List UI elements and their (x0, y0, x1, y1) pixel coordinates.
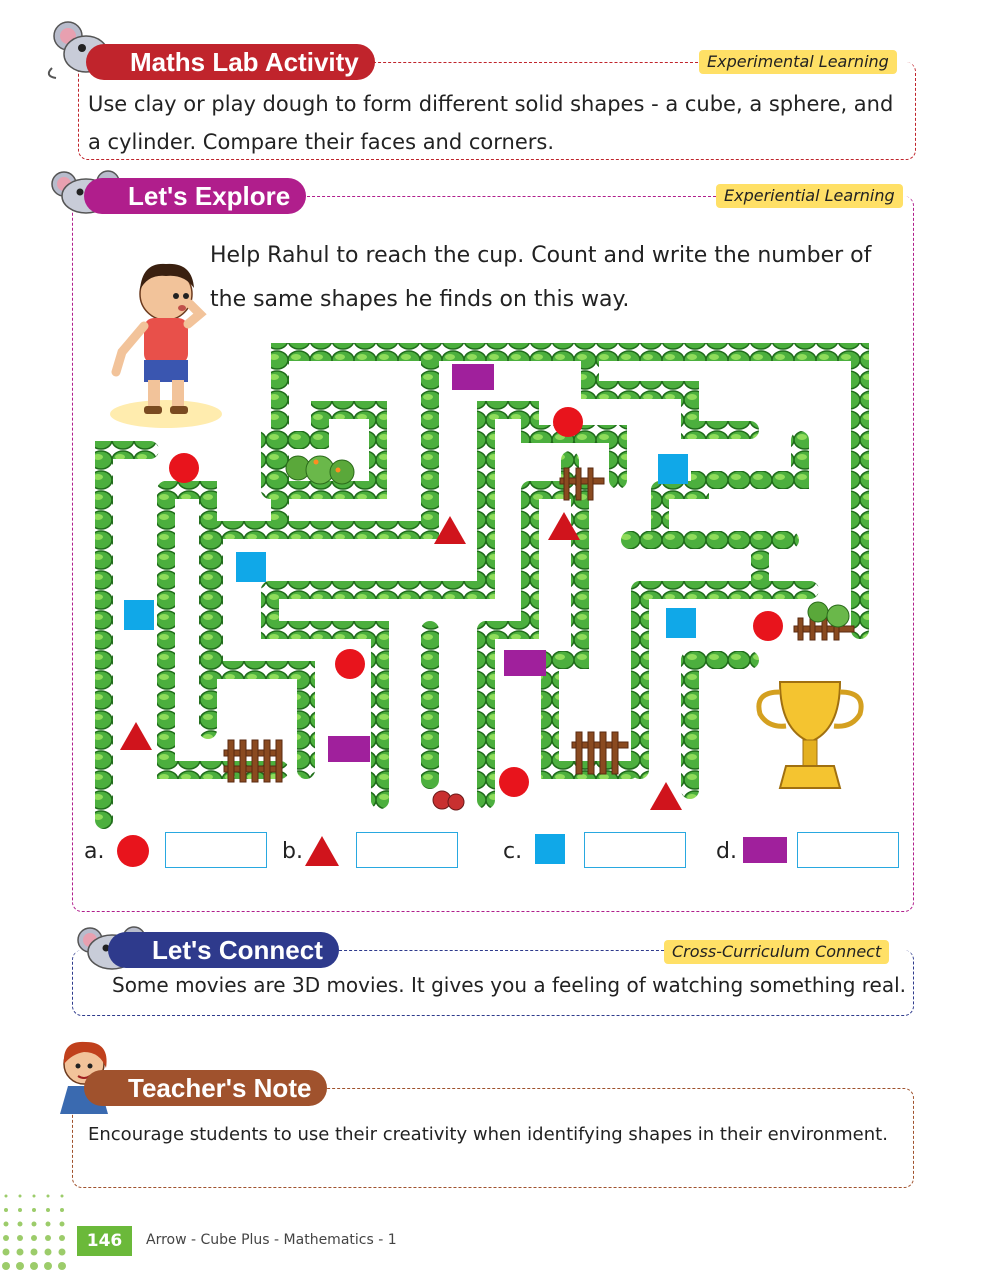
answer-b-input[interactable] (356, 832, 458, 868)
teacher-note-title: Teacher's Note (84, 1070, 327, 1106)
maths-lab-title: Maths Lab Activity (86, 44, 375, 80)
dot-pattern-decoration (0, 1190, 80, 1280)
explore-text: Help Rahul to reach the cup. Count and write the number of the same shapes he finds on this way. (210, 243, 872, 312)
explore-title: Let's Explore (84, 178, 306, 214)
book-title: Arrow - Cube Plus - Mathematics - 1 (146, 1232, 397, 1248)
trophy-cup-icon (759, 682, 861, 788)
maze-puzzle (90, 330, 890, 830)
maths-lab-divider (368, 62, 698, 63)
explore-divider (292, 196, 716, 197)
answer-d-input[interactable] (797, 832, 899, 868)
maths-lab-tag: Experimental Learning (699, 50, 897, 74)
square-shape-icon (535, 834, 565, 864)
maths-lab-text: Use clay or play dough to form different solid shapes - a cube, a sphere, and a cylinder. Compare their faces and corners. (88, 92, 894, 154)
answer-d-label: d. (716, 839, 737, 864)
connect-title: Let's Connect (108, 932, 339, 968)
explore-tag: Experiential Learning (716, 184, 903, 208)
answer-c-label: c. (503, 839, 523, 864)
answer-a-label: a. (84, 839, 105, 864)
teacher-note-text: Encourage students to use their creativity when identifying shapes in their environment. (88, 1124, 888, 1145)
connect-tag: Cross-Curriculum Connect (664, 940, 889, 964)
triangle-shape-icon (305, 836, 339, 868)
answer-b-label: b. (282, 839, 303, 864)
page-number: 146 (77, 1226, 132, 1256)
answer-c-input[interactable] (584, 832, 686, 868)
circle-shape-icon (116, 834, 150, 868)
connect-divider (334, 950, 664, 951)
answer-a-input[interactable] (165, 832, 267, 868)
maze-hedge-walls (104, 352, 860, 820)
connect-text: Some movies are 3D movies. It gives you a feeling of watching something real. (112, 973, 907, 997)
rectangle-shape-icon (743, 837, 787, 863)
